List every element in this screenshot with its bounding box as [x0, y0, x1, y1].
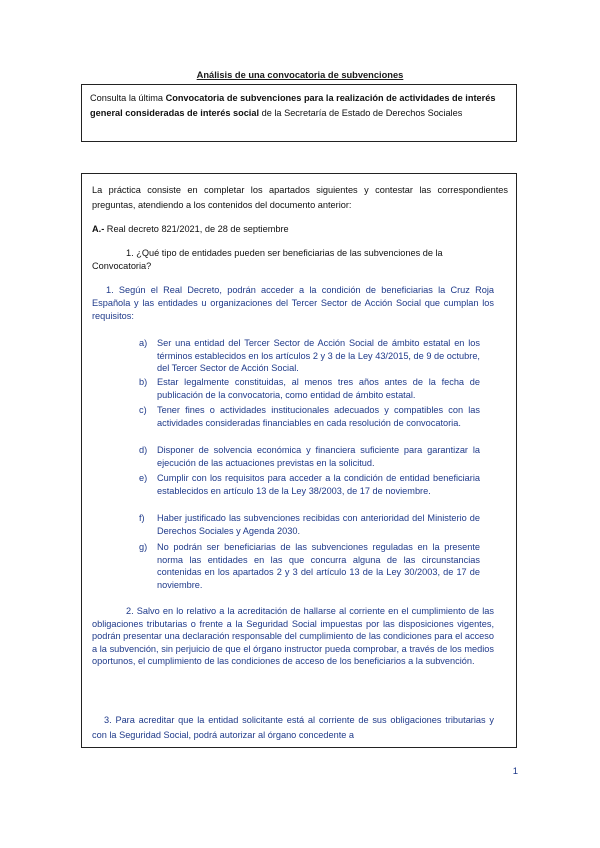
list-marker: f)	[139, 513, 145, 523]
list-item-text: No podrán ser beneficiarias de las subvenciones reguladas en la presente norma las entidades en las que concurra alguna de las circunstancias contenidas en los apartados 2 y 3 del artículo 13 de la Ley 30/2003, de 17 de noviembre.	[157, 542, 480, 590]
list-marker: b)	[139, 377, 148, 387]
assignment-suffix: Secretaría de Estado de Derechos Sociales	[284, 108, 463, 118]
section-a-heading	[92, 223, 289, 236]
assignment-middle: de la	[259, 108, 285, 118]
assignment-prefix: Consulta la última	[90, 93, 166, 103]
answer-1-intro: 1. Según el Real Decreto, podrán acceder a la condición de beneficiarias la Cruz Roja Española y las entidades u organizaciones del Tercer Sector de Acción Social que cumplan los requisitos:	[92, 285, 494, 321]
assignment-bold-text: Convocatoria de subvenciones para la realización de actividades de interés general consideradas de interés social	[90, 93, 496, 118]
document-title: Análisis de una convocatoria de subvenciones	[196, 70, 404, 80]
question-1: 1. ¿Qué tipo de entidades pueden ser beneficiarias de las subvenciones de la Convocatoria?	[92, 248, 443, 271]
list-marker: e)	[139, 473, 148, 483]
list-marker: a)	[139, 338, 148, 348]
paragraph-3: 3. Para acreditar que la entidad solicitante está al corriente de sus obligaciones tributarias y con la Seguridad Social, podrá autorizar al órgano concedente a	[92, 715, 494, 740]
list-marker: g)	[139, 542, 148, 552]
list-item-text: Disponer de solvencia económica y financiera suficiente para garantizar la ejecución de las actuaciones previstas en la solicitud.	[157, 445, 480, 468]
page-number: 1	[512, 766, 518, 777]
practice-intro: La práctica consiste en completar los apartados siguientes y contestar las correspondientes preguntas, atendiendo a los contenidos del documento anterior:	[92, 185, 508, 210]
assignment-box	[81, 84, 517, 142]
paragraph-2: 2. Salvo en lo relativo a la acreditación de hallarse al corriente en el cumplimiento de las obligaciones tributarias o frente a la Seguridad Social impuestas por las disposiciones vigentes, podrán presentar una declaración responsable del cumplimiento de las condiciones para el acceso a la subvención, sin perjuicio de que el órgano instructor pueda comprobar, a través de los medios oportunos, el cumplimiento de las condiciones de acceso de los beneficiarios a la subvención.	[92, 606, 494, 666]
list-item-text: Cumplir con los requisitos para acceder a la condición de entidad beneficiaria establecidos en artículo 13 de la Ley 38/2003, de 17 de noviembre.	[157, 473, 480, 496]
list-item-text: Estar legalmente constituidas, al menos tres años antes de la fecha de publicación de la convocatoria, como entidad de ámbito estatal.	[157, 377, 480, 400]
list-marker: d)	[139, 445, 148, 455]
section-a-text: Real decreto 821/2021, de 28 de septiembre	[104, 224, 289, 234]
list-item-text: Tener fines o actividades institucionales adecuados y compatibles con las actividades consideradas financiables en cada resolución de convocatoria.	[157, 405, 480, 428]
list-item-text: Ser una entidad del Tercer Sector de Acción Social de ámbito estatal en los términos establecidos en los artículos 2 y 3 de la Ley 43/2015, de 9 de octubre, del Tercer Sector de Acción Social.	[157, 338, 480, 373]
section-a-letter: A.-	[92, 224, 105, 234]
list-marker: c)	[139, 405, 147, 415]
practice-box	[81, 173, 517, 748]
list-item-text: Haber justificado las subvenciones recibidas con anterioridad del Ministerio de Derechos Sociales y Agenda 2030.	[157, 513, 480, 536]
